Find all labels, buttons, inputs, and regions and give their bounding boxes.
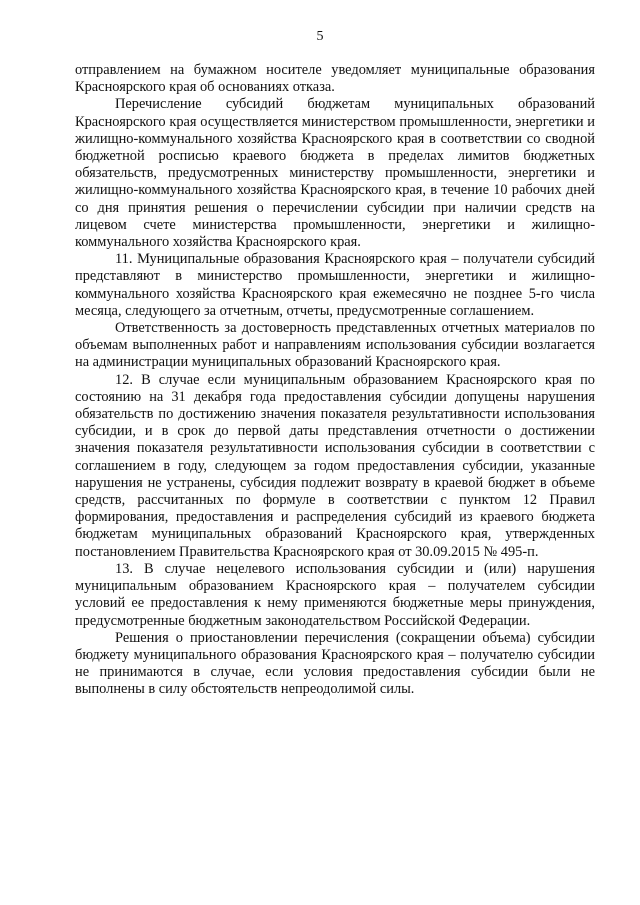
paragraph-item-11: 11. Муниципальные образования Красноярского края – получатели субсидий представляют в министерство промышленности, энергетики и жилищно-коммунального хозяйства Красноярского края ежемесячно не позднее 5-го числа месяца, следующего за отчетным, отчеты, предусмотренные соглашением.	[75, 251, 595, 319]
page-number: 5	[316, 29, 324, 44]
document-body	[75, 62, 595, 699]
paragraph-subsidy-transfer: Перечисление субсидий бюджетам муниципальных образований Красноярского края осуществляется министерством промышленности, энергетики и жилищно-коммунального хозяйства Красноярского края в соответствии со сводной бюджетной росписью краевого бюджета в пределах лимитов бюджетных обязательств, предусмотренных министерству промышленности, энергетики и жилищно-коммунального хозяйства Красноярского края, в течение 10 рабочих дней со дня принятия решения о перечислении субсидии при наличии средств на лицевом счете министерства промышленности, энергетики и жилищно-коммунального хозяйства Красноярского края.	[75, 96, 595, 251]
paragraph-responsibility: Ответственность за достоверность представленных отчетных материалов по объемам выполненных работ и направлениям использования субсидии возлагается на администрации муниципальных образований Красноярского края.	[75, 320, 595, 371]
paragraph-item-12: 12. В случае если муниципальным образованием Красноярского края по состоянию на 31 декабря года предоставления субсидии допущены нарушения обязательств по достижению значения показателя результативности использования субсидии, и в срок до первой даты представления отчетности о достижении значения показателя результативности использования субсидии в соответствии с соглашением в году, следующем за годом предоставления субсидии, указанные нарушения не устранены, субсидия подлежит возврату в краевой бюджет в объеме средств, рассчитанных по формуле в соответствии с пунктом 12 Правил формирования, предоставления и распределения субсидий из краевого бюджета бюджетам муниципальных образований Красноярского края, утвержденных постановлением Правительства Красноярского края от 30.09.2015 № 495-п.	[75, 371, 595, 560]
paragraph-item-13: 13. В случае нецелевого использования субсидии и (или) нарушения муниципальным образованием Красноярского края – получателем субсидии условий ее предоставления к нему применяются бюджетные меры принуждения, предусмотренные бюджетным законодательством Российской Федерации.	[75, 560, 595, 629]
paragraph-continuation: отправлением на бумажном носителе уведомляет муниципальные образования Красноярского края об основаниях отказа.	[75, 62, 595, 96]
paragraph-decisions: Решения о приостановлении перечисления (сокращении объема) субсидии бюджету муниципального образования Красноярского края – получателю субсидии не принимаются в случае, если условия предоставления субсидии были не выполнены в силу обстоятельств непреодолимой силы.	[75, 629, 595, 698]
